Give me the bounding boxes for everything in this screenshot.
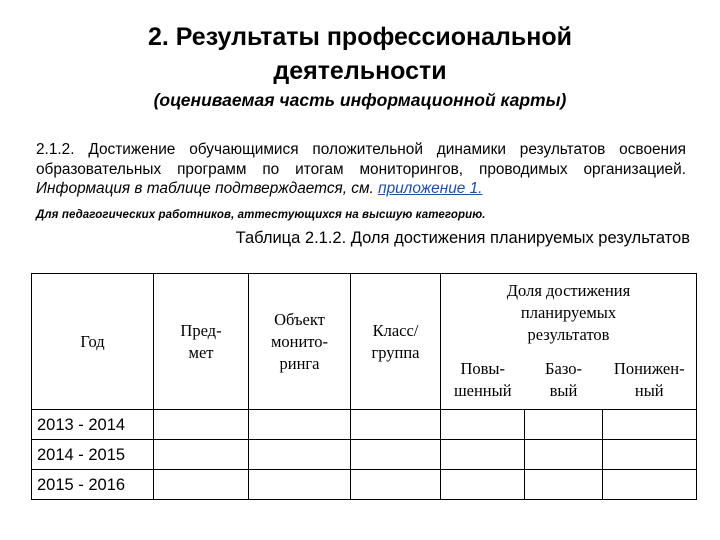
year-cell: 2013 - 2014 xyxy=(32,410,154,440)
header-base: Базо- вый xyxy=(525,352,603,410)
class-cell xyxy=(351,470,441,500)
results-table xyxy=(31,273,697,500)
page-subtitle: (оцениваемая часть информационной карты) xyxy=(153,90,567,110)
subject-cell xyxy=(154,440,249,470)
subject-cell xyxy=(154,470,249,500)
header-low: Понижен- ный xyxy=(603,352,697,410)
subject-cell xyxy=(154,410,249,440)
header-object: Объект монито- ринга xyxy=(249,274,351,410)
header-subject: Пред- мет xyxy=(154,274,249,410)
description-italic: Информация в таблице подтверждается, см. xyxy=(36,180,379,197)
header-class: Класс/ группа xyxy=(351,274,441,410)
object-cell xyxy=(249,440,351,470)
table-row xyxy=(32,470,697,500)
page-title-line-2: деятельности xyxy=(273,57,447,85)
high-cell xyxy=(441,470,525,500)
page-title xyxy=(60,20,660,88)
object-cell xyxy=(249,470,351,500)
table-caption: Таблица 2.1.2. Доля достижения планируемых результатов xyxy=(235,229,690,247)
high-cell xyxy=(441,410,525,440)
header-high: Повы- шенный xyxy=(441,352,525,410)
header-share: Доля достижения планируемых результатов xyxy=(441,274,697,352)
table-row xyxy=(32,440,697,470)
low-cell xyxy=(603,440,697,470)
year-cell: 2015 - 2016 xyxy=(32,470,154,500)
low-cell xyxy=(603,410,697,440)
appendix-link[interactable]: приложение 1. xyxy=(378,180,483,197)
description-text: 2.1.2. Достижение обучающимися положительной динамики результатов освоения образовательных программ по итогам мониторингов, проводимых организацией. xyxy=(36,141,686,178)
base-cell xyxy=(525,470,603,500)
low-cell xyxy=(603,470,697,500)
high-cell xyxy=(441,440,525,470)
header-year: Год xyxy=(32,274,154,410)
year-cell: 2014 - 2015 xyxy=(32,440,154,470)
object-cell xyxy=(249,410,351,440)
category-note: Для педагогических работников, аттестующихся на высшую категорию. xyxy=(36,209,486,221)
class-cell xyxy=(351,440,441,470)
class-cell xyxy=(351,410,441,440)
base-cell xyxy=(525,440,603,470)
table-row xyxy=(32,410,697,440)
description-paragraph xyxy=(36,140,686,199)
page-title-line-1: 2. Результаты профессиональной xyxy=(147,23,573,51)
base-cell xyxy=(525,410,603,440)
